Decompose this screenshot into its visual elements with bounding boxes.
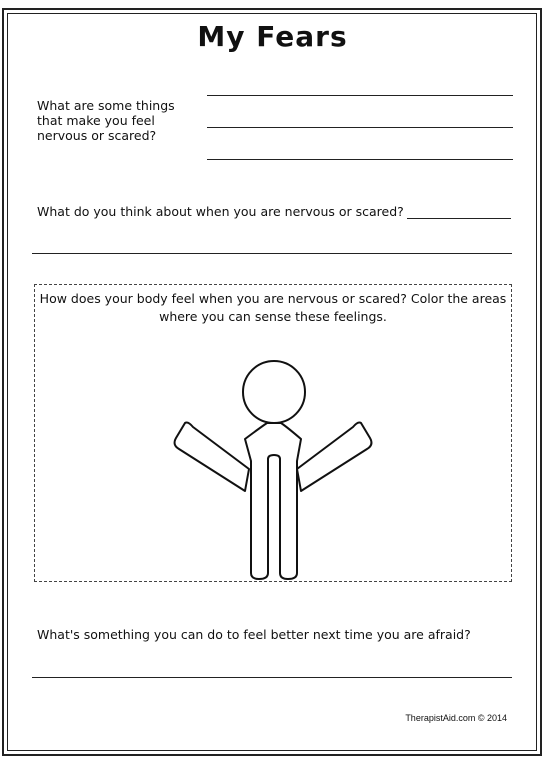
question-line: nervous or scared? — [37, 128, 157, 143]
answer-line-thoughts-2[interactable] — [32, 253, 512, 254]
body-feelings-box — [34, 284, 512, 582]
answer-line-feel-better[interactable] — [32, 677, 512, 678]
question-thoughts-when-scared: What do you think about when you are nervous or scared? — [37, 204, 404, 219]
answer-line-thoughts-1[interactable] — [407, 218, 511, 219]
answer-line-things-3[interactable] — [207, 159, 513, 160]
worksheet-title: My Fears — [197, 20, 348, 53]
copyright-footer: TherapistAid.com © 2014 — [405, 713, 507, 723]
body-outline-icon[interactable] — [171, 341, 377, 581]
question-line: that make you feel — [37, 113, 155, 128]
question-feel-better: What's something you can do to feel better next time you are afraid? — [37, 627, 471, 642]
question-things-that-scare — [37, 98, 197, 143]
question-body-feelings: How does your body feel when you are nervous or scared? Color the areas where you can sense these feelings. — [39, 291, 507, 324]
question-line: What are some things — [37, 98, 175, 113]
answer-line-things-1[interactable] — [207, 95, 513, 96]
answer-line-things-2[interactable] — [207, 127, 513, 128]
